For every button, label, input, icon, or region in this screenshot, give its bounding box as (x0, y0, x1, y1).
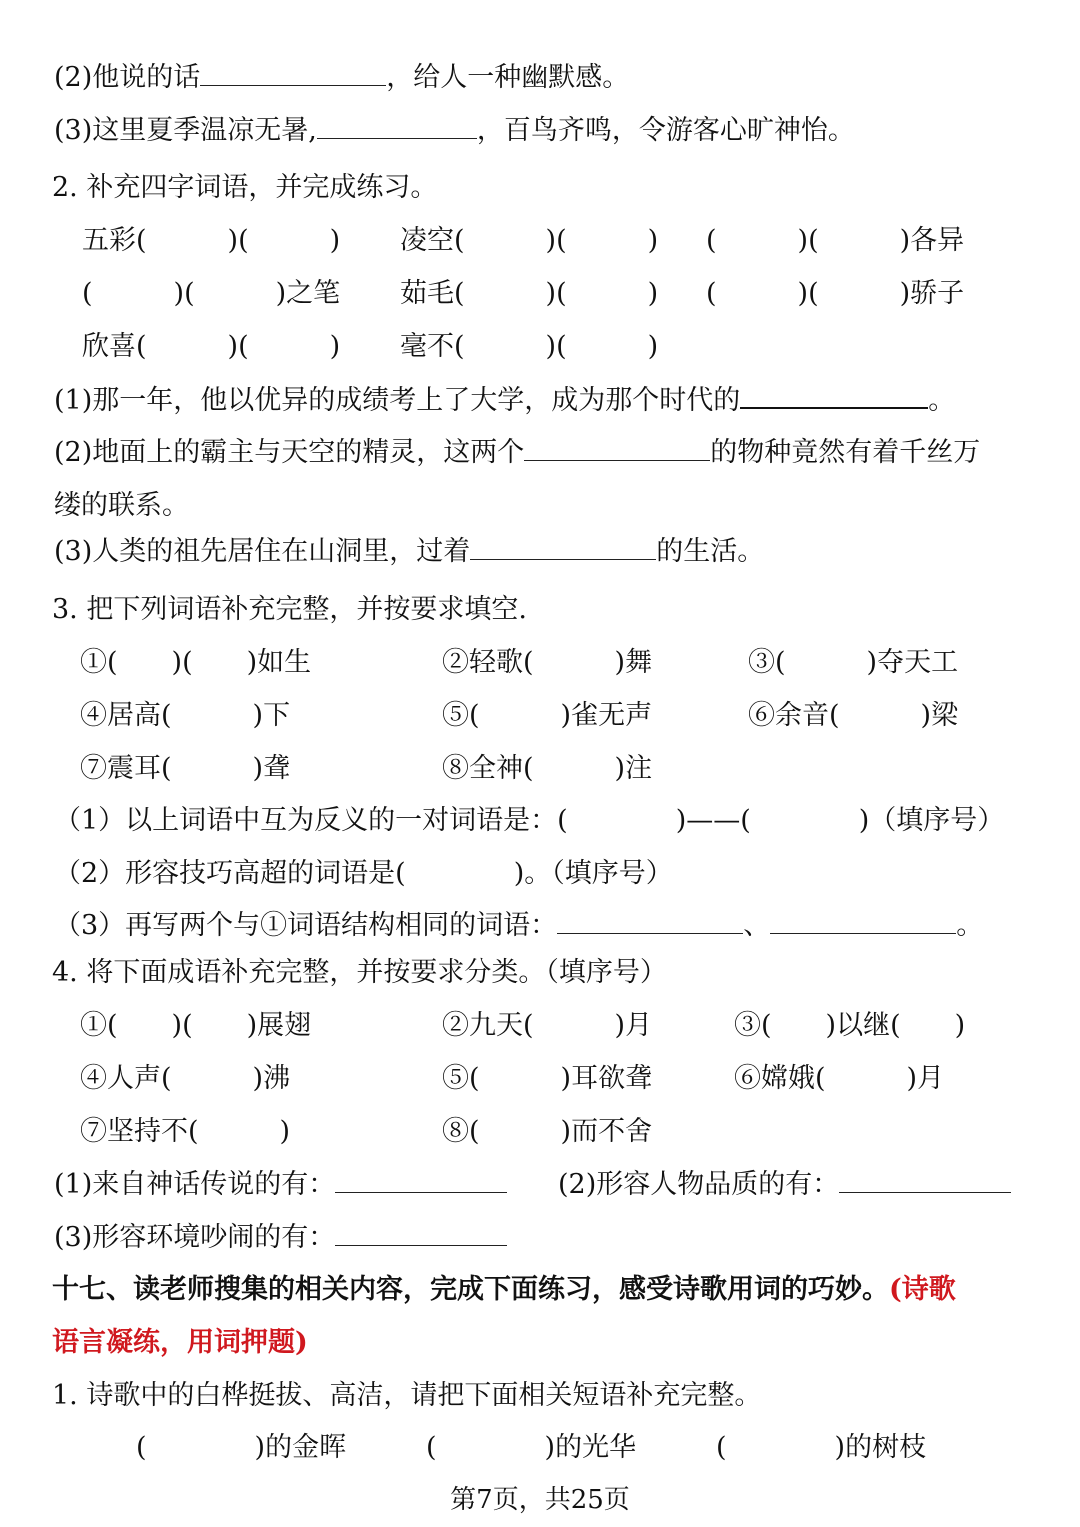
q4-sentence-3 (54, 1218, 507, 1258)
q3-item[interactable]: ②轻歌( )舞 (442, 647, 653, 678)
q2-item[interactable]: 毫不( )( ) (400, 331, 659, 362)
q3-item[interactable]: ⑤( )雀无声 (442, 700, 653, 731)
q4-sentence-2 (558, 1165, 1011, 1205)
sentence-text: (2)他说的话 (54, 62, 201, 93)
q3-item[interactable]: ①( )( )如生 (80, 647, 312, 678)
q2-sentence-2 (54, 433, 980, 473)
section-note-cont: 语言凝练，用词押题) (52, 1327, 308, 1358)
sentence-text: ，给人一种幽默感。 (386, 62, 630, 93)
q3-sentence-2[interactable]: （2）形容技巧高超的词语是( )。（填序号） (54, 858, 673, 889)
sentence-text: (2)形容人物品质的有： (558, 1169, 840, 1200)
sentence-text: 。 (956, 910, 984, 941)
q2-sentence-1 (54, 381, 955, 421)
phrase-item[interactable]: ( )的树枝 (716, 1432, 927, 1463)
q2-item[interactable]: ( )( )之笔 (82, 278, 341, 309)
q4-item[interactable]: ⑧( )而不舍 (442, 1116, 653, 1147)
q4-item[interactable]: ⑥嫦娥( )月 (734, 1063, 945, 1094)
answer-blank[interactable] (470, 533, 656, 560)
sentence-3 (54, 111, 855, 151)
q4-title: 4. 将下面成语补充完整，并按要求分类。（填序号） (52, 957, 667, 988)
q3-item[interactable]: ③( )夺天工 (748, 647, 959, 678)
answer-blank[interactable] (335, 1166, 507, 1193)
sec17-q1: 1. 诗歌中的白桦挺拔、高洁，请把下面相关短语补充完整。 (52, 1380, 762, 1411)
q2-item[interactable]: ( )( )骄子 (706, 278, 965, 309)
sentence-text: (1)来自神话传说的有： (54, 1169, 336, 1200)
q3-sentence-3 (54, 906, 983, 946)
sentence-2 (54, 58, 629, 98)
answer-blank[interactable] (335, 1219, 507, 1246)
q2-item[interactable]: 五彩( )( ) (82, 225, 341, 256)
sentence-text: (3)这里夏季温凉无暑, (54, 115, 317, 146)
sentence-text: 的生活。 (656, 536, 765, 567)
q4-item[interactable]: ③( )以继( ) (734, 1010, 966, 1041)
answer-blank[interactable] (200, 59, 386, 86)
section-note: (诗歌 (889, 1274, 956, 1305)
section-17-heading (52, 1270, 956, 1310)
answer-blank[interactable] (317, 112, 477, 139)
q3-item[interactable]: ⑧全神( )注 (442, 753, 653, 784)
page-footer: 第7页，共25页 (450, 1485, 630, 1515)
sentence-text: 的物种竟然有着千丝万 (710, 437, 981, 468)
answer-blank[interactable] (524, 434, 710, 461)
phrase-item[interactable]: ( )的光华 (426, 1432, 637, 1463)
answer-blank[interactable] (839, 1166, 1011, 1193)
answer-blank[interactable] (557, 907, 743, 934)
q4-item[interactable]: ⑤( )耳欲聋 (442, 1063, 653, 1094)
q3-item[interactable]: ⑥余音( )梁 (748, 700, 959, 731)
phrase-item[interactable]: ( )的金晖 (136, 1432, 347, 1463)
q2-item[interactable]: 欣喜( )( ) (82, 331, 341, 362)
q4-item[interactable]: ④人声( )沸 (80, 1063, 291, 1094)
q3-sentence-1[interactable]: （1）以上词语中互为反义的一对词语是：( )——( )（填序号） (54, 805, 1005, 836)
q2-title: 2. 补充四字词语，并完成练习。 (52, 172, 438, 203)
sentence-text: (3)人类的祖先居住在山洞里，过着 (54, 536, 471, 567)
answer-blank[interactable] (770, 907, 956, 934)
sentence-text: (1)那一年，他以优异的成绩考上了大学，成为那个时代的 (54, 385, 741, 416)
q4-sentence-1 (54, 1165, 507, 1205)
sentence-text: (3)形容环境吵闹的有： (54, 1222, 336, 1253)
q2-sentence-2-cont: 缕的联系。 (54, 490, 189, 521)
sentence-text: (2)地面上的霸主与天空的精灵，这两个 (54, 437, 525, 468)
answer-blank[interactable] (740, 381, 928, 409)
q2-item[interactable]: ( )( )各异 (706, 225, 965, 256)
sentence-text: 。 (928, 385, 956, 416)
q2-item[interactable]: 茹毛( )( ) (400, 278, 659, 309)
section-title: 十七、读老师搜集的相关内容，完成下面练习，感受诗歌用词的巧妙。 (52, 1274, 889, 1305)
q2-item[interactable]: 凌空( )( ) (400, 225, 659, 256)
q3-title: 3. 把下列词语补充完整，并按要求填空. (52, 594, 527, 625)
sentence-text: （3）再写两个与①词语结构相同的词语： (54, 910, 558, 941)
q3-item[interactable]: ④居高( )下 (80, 700, 291, 731)
q4-item[interactable]: ②九天( )月 (442, 1010, 653, 1041)
q4-item[interactable]: ⑦坚持不( ) (80, 1116, 291, 1147)
q2-sentence-3 (54, 532, 764, 572)
q4-item[interactable]: ①( )( )展翅 (80, 1010, 312, 1041)
sentence-text: ，百鸟齐鸣，令游客心旷神怡。 (476, 115, 855, 146)
sentence-text: 、 (743, 910, 771, 941)
q3-item[interactable]: ⑦震耳( )聋 (80, 753, 291, 784)
